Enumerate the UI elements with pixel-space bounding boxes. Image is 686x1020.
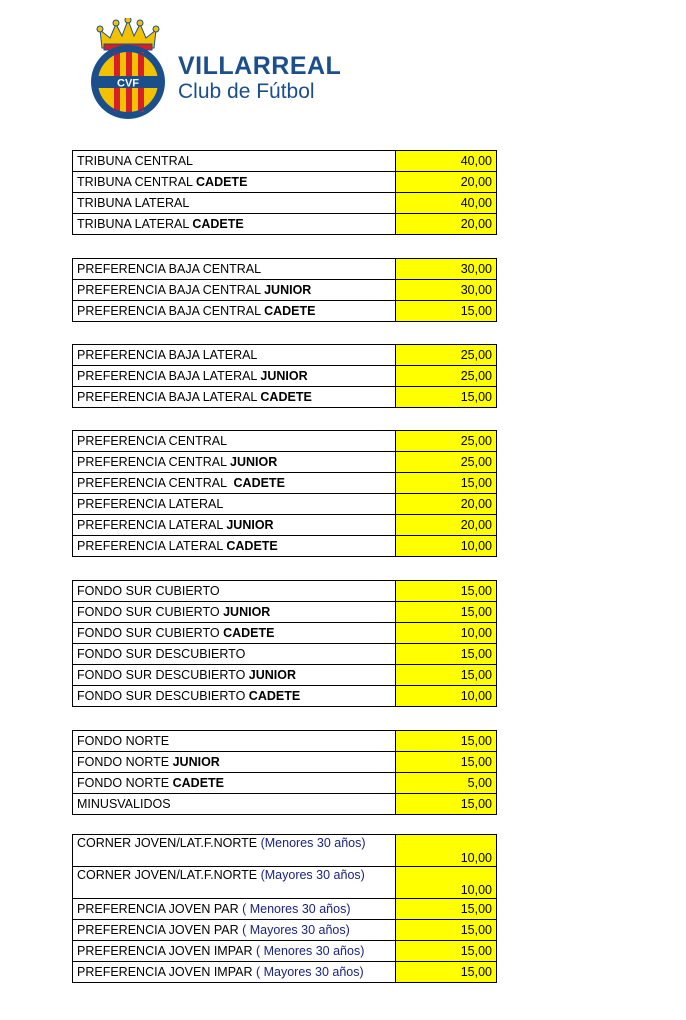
category-label: PREFERENCIA BAJA CENTRAL xyxy=(77,262,262,276)
ticket-category xyxy=(73,899,396,920)
ticket-category xyxy=(73,686,396,707)
age-note: ( Menores 30 años) xyxy=(242,902,351,916)
ticket-price: 10,00 xyxy=(396,835,497,867)
category-tier: JUNIOR xyxy=(226,518,274,532)
price-row xyxy=(73,345,497,366)
category-label: PREFERENCIA LATERAL xyxy=(77,518,227,532)
category-label: PREFERENCIA BAJA LATERAL xyxy=(77,390,261,404)
ticket-price: 15,00 xyxy=(396,731,497,752)
price-row xyxy=(73,623,497,644)
price-row xyxy=(73,366,497,387)
category-label: PREFERENCIA BAJA CENTRAL xyxy=(77,283,265,297)
category-label: PREFERENCIA BAJA LATERAL xyxy=(77,348,258,362)
ticket-category xyxy=(73,752,396,773)
ticket-category xyxy=(73,644,396,665)
ticket-price: 30,00 xyxy=(396,280,497,301)
price-row xyxy=(73,473,497,494)
price-row xyxy=(73,602,497,623)
category-label: FONDO NORTE xyxy=(77,776,173,790)
ticket-price: 15,00 xyxy=(396,581,497,602)
club-header xyxy=(88,18,348,122)
ticket-price: 15,00 xyxy=(396,665,497,686)
ticket-price: 15,00 xyxy=(396,920,497,941)
ticket-price: 25,00 xyxy=(396,345,497,366)
ticket-price: 25,00 xyxy=(396,452,497,473)
svg-text:CVF: CVF xyxy=(117,77,139,90)
ticket-category xyxy=(73,581,396,602)
category-label: PREFERENCIA BAJA CENTRAL xyxy=(77,304,265,318)
ticket-price: 15,00 xyxy=(396,941,497,962)
category-label: PREFERENCIA JOVEN PAR xyxy=(77,902,243,916)
price-row xyxy=(73,920,497,941)
price-table xyxy=(72,834,497,983)
price-row xyxy=(73,259,497,280)
category-label: FONDO SUR CUBIERTO xyxy=(77,605,224,619)
price-row xyxy=(73,536,497,557)
age-note: ( Menores 30 años) xyxy=(255,944,365,958)
category-label: FONDO SUR DESCUBIERTO xyxy=(77,689,249,703)
ticket-price: 10,00 xyxy=(396,623,497,644)
ticket-category xyxy=(73,941,396,962)
price-row xyxy=(73,214,497,235)
ticket-category xyxy=(73,623,396,644)
price-table xyxy=(72,430,497,557)
category-label: TRIBUNA LATERAL xyxy=(77,217,193,231)
age-note: ( Mayores 30 años) xyxy=(255,965,364,979)
price-row xyxy=(73,686,497,707)
ticket-price: 20,00 xyxy=(396,214,497,235)
ticket-category xyxy=(73,835,396,867)
age-note: ( Mayores 30 años) xyxy=(242,923,350,937)
price-row xyxy=(73,835,497,867)
ticket-category xyxy=(73,665,396,686)
ticket-category xyxy=(73,867,396,899)
category-label: CORNER JOVEN/LAT.F.NORTE xyxy=(77,868,261,882)
ticket-price: 15,00 xyxy=(396,962,497,983)
category-tier: CADETE xyxy=(172,776,225,790)
category-tier: JUNIOR xyxy=(223,605,271,619)
ticket-price: 15,00 xyxy=(396,752,497,773)
price-row xyxy=(73,665,497,686)
category-label: PREFERENCIA JOVEN IMPAR xyxy=(77,944,256,958)
price-row xyxy=(73,867,497,899)
ticket-price: 20,00 xyxy=(396,515,497,536)
ticket-category xyxy=(73,794,396,815)
ticket-category xyxy=(73,172,396,193)
category-tier: JUNIOR xyxy=(248,668,297,682)
category-label: PREFERENCIA BAJA LATERAL xyxy=(77,369,261,383)
ticket-price: 5,00 xyxy=(396,773,497,794)
age-note: (Menores 30 años) xyxy=(260,836,366,850)
ticket-category xyxy=(73,431,396,452)
ticket-category xyxy=(73,387,396,408)
ticket-price: 20,00 xyxy=(396,494,497,515)
ticket-category xyxy=(73,494,396,515)
ticket-price: 20,00 xyxy=(396,172,497,193)
price-row xyxy=(73,151,497,172)
ticket-category xyxy=(73,151,396,172)
ticket-price: 10,00 xyxy=(396,536,497,557)
category-label: FONDO SUR DESCUBIERTO xyxy=(77,647,246,661)
ticket-category xyxy=(73,193,396,214)
category-label: FONDO SUR CUBIERTO xyxy=(77,626,224,640)
category-tier: CADETE xyxy=(264,304,316,318)
category-label: MINUSVALIDOS xyxy=(77,797,171,811)
age-note: (Mayores 30 años) xyxy=(260,868,365,882)
price-row xyxy=(73,280,497,301)
price-row xyxy=(73,941,497,962)
ticket-category xyxy=(73,731,396,752)
ticket-price: 25,00 xyxy=(396,366,497,387)
category-label: PREFERENCIA CENTRAL xyxy=(77,434,228,448)
category-label: TRIBUNA LATERAL xyxy=(77,196,190,210)
ticket-category xyxy=(73,301,396,322)
category-tier: JUNIOR xyxy=(264,283,312,297)
price-table xyxy=(72,730,497,815)
category-tier: CADETE xyxy=(233,476,285,490)
category-tier: CADETE xyxy=(226,539,278,553)
price-row xyxy=(73,387,497,408)
ticket-price: 15,00 xyxy=(396,301,497,322)
price-row xyxy=(73,899,497,920)
price-row xyxy=(73,452,497,473)
price-row xyxy=(73,752,497,773)
ticket-category xyxy=(73,214,396,235)
price-row xyxy=(73,172,497,193)
ticket-category xyxy=(73,515,396,536)
category-label: FONDO SUR CUBIERTO xyxy=(77,584,220,598)
category-label: PREFERENCIA LATERAL xyxy=(77,539,227,553)
ticket-price: 10,00 xyxy=(396,867,497,899)
price-row xyxy=(73,301,497,322)
category-label: PREFERENCIA JOVEN PAR xyxy=(77,923,243,937)
club-crest-logo xyxy=(88,18,168,122)
price-table xyxy=(72,258,497,322)
category-tier: CADETE xyxy=(196,175,248,189)
ticket-price: 15,00 xyxy=(396,473,497,494)
price-row xyxy=(73,773,497,794)
ticket-category xyxy=(73,602,396,623)
price-row xyxy=(73,644,497,665)
price-table xyxy=(72,344,497,408)
category-label: FONDO NORTE xyxy=(77,755,173,769)
category-label: FONDO SUR DESCUBIERTO xyxy=(77,668,249,682)
ticket-price: 30,00 xyxy=(396,259,497,280)
price-row xyxy=(73,962,497,983)
category-label: TRIBUNA CENTRAL xyxy=(77,175,197,189)
ticket-price: 15,00 xyxy=(396,899,497,920)
category-tier: JUNIOR xyxy=(172,755,220,769)
ticket-price: 40,00 xyxy=(396,193,497,214)
category-tier: JUNIOR xyxy=(260,369,308,383)
price-row xyxy=(73,431,497,452)
category-label: PREFERENCIA LATERAL xyxy=(77,497,224,511)
ticket-category xyxy=(73,536,396,557)
ticket-category xyxy=(73,962,396,983)
club-subtitle: Club de Fútbol xyxy=(178,80,315,103)
ticket-price: 40,00 xyxy=(396,151,497,172)
ticket-category xyxy=(73,920,396,941)
ticket-category xyxy=(73,259,396,280)
category-label: PREFERENCIA CENTRAL xyxy=(77,455,231,469)
ticket-price: 25,00 xyxy=(396,431,497,452)
price-row xyxy=(73,581,497,602)
ticket-price: 15,00 xyxy=(396,794,497,815)
category-tier: CADETE xyxy=(223,626,275,640)
category-label: TRIBUNA CENTRAL xyxy=(77,154,193,168)
category-label: FONDO NORTE xyxy=(77,734,170,748)
category-label: PREFERENCIA JOVEN IMPAR xyxy=(77,965,256,979)
category-tier: CADETE xyxy=(260,390,312,404)
price-row xyxy=(73,494,497,515)
ticket-category xyxy=(73,473,396,494)
ticket-price: 15,00 xyxy=(396,387,497,408)
club-name: VILLARREAL xyxy=(178,52,342,80)
ticket-category xyxy=(73,366,396,387)
ticket-price: 10,00 xyxy=(396,686,497,707)
category-tier: JUNIOR xyxy=(230,455,278,469)
price-table xyxy=(72,150,497,235)
price-row xyxy=(73,731,497,752)
ticket-price: 15,00 xyxy=(396,644,497,665)
ticket-category xyxy=(73,280,396,301)
price-row xyxy=(73,794,497,815)
ticket-category xyxy=(73,345,396,366)
category-label: PREFERENCIA CENTRAL xyxy=(77,476,234,490)
price-row xyxy=(73,515,497,536)
price-row xyxy=(73,193,497,214)
category-label: CORNER JOVEN/LAT.F.NORTE xyxy=(77,836,261,850)
ticket-price: 15,00 xyxy=(396,602,497,623)
category-tier: CADETE xyxy=(192,217,244,231)
ticket-category xyxy=(73,452,396,473)
price-table xyxy=(72,580,497,707)
ticket-category xyxy=(73,773,396,794)
category-tier: CADETE xyxy=(248,689,301,703)
